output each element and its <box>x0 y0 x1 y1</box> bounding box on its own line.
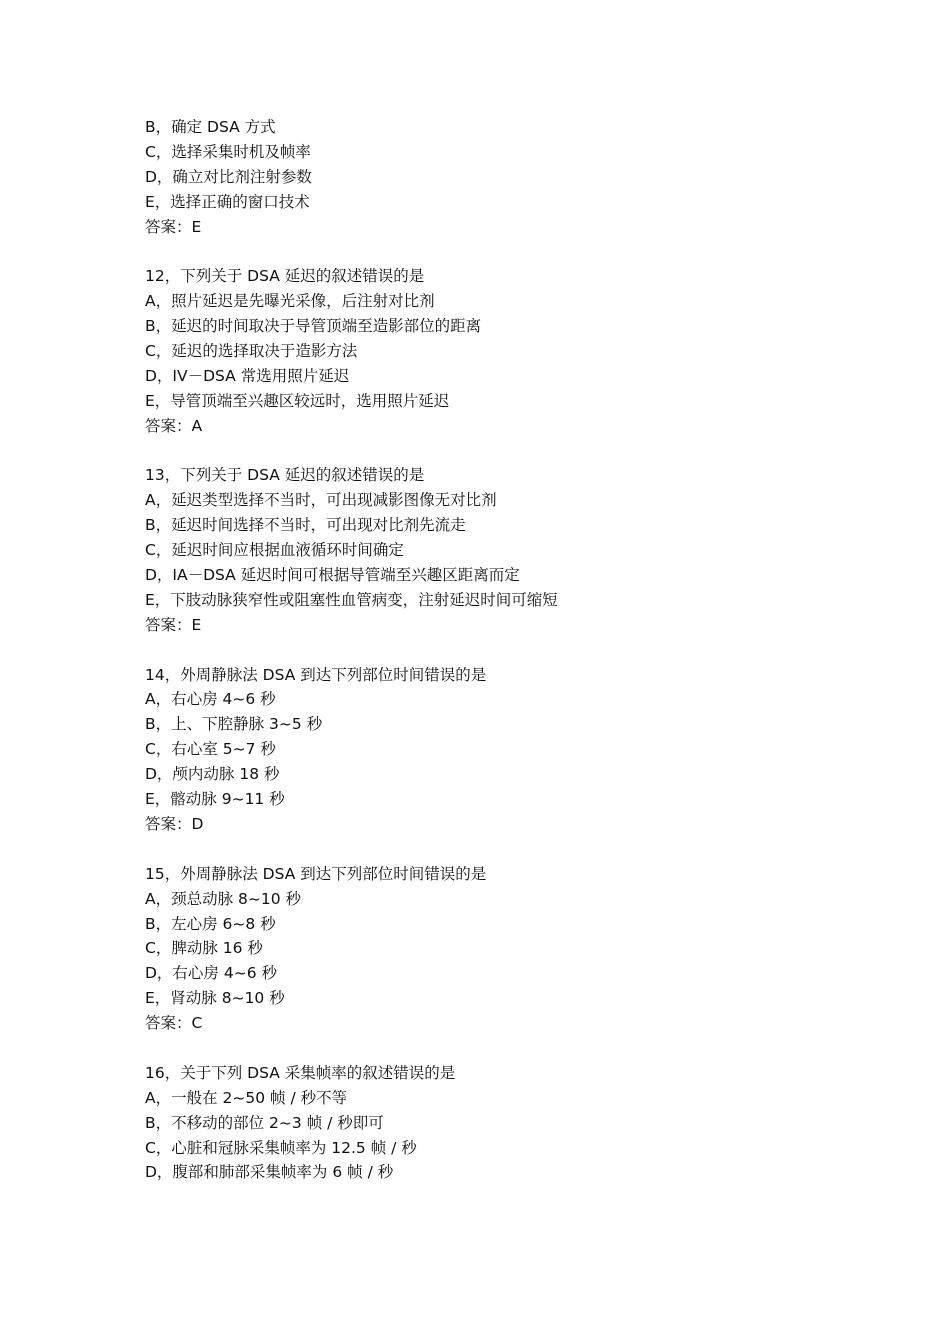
question-stem: 14，外周静脉法 DSA 到达下列部位时间错误的是 <box>145 665 487 684</box>
question-15 <box>145 862 865 1036</box>
option-c: C，右心室 5~7 秒 <box>145 740 276 759</box>
option-a: A，照片延迟是先曝光采像，后注射对比剂 <box>145 292 435 311</box>
question-stem: 15，外周静脉法 DSA 到达下列部位时间错误的是 <box>145 864 487 883</box>
spacer <box>145 1036 865 1061</box>
question-13 <box>145 463 865 637</box>
option-c: C，选择采集时机及帧率 <box>145 142 311 161</box>
answer: 答案：C <box>145 1014 203 1033</box>
option-a: A，右心房 4~6 秒 <box>145 690 276 709</box>
option-c: C，延迟的选择取决于造影方法 <box>145 342 358 361</box>
question-stem: 12，下列关于 DSA 延迟的叙述错误的是 <box>145 267 425 286</box>
option-a: A，延迟类型选择不当时，可出现减影图像无对比剂 <box>145 491 497 510</box>
option-d: D，颅内动脉 18 秒 <box>145 765 280 784</box>
answer: 答案：D <box>145 814 204 833</box>
spacer <box>145 439 865 464</box>
answer: 答案：A <box>145 416 203 435</box>
answer: 答案：E <box>145 615 202 634</box>
option-e: E，髂动脉 9~11 秒 <box>145 790 285 809</box>
option-b: B，左心房 6~8 秒 <box>145 914 276 933</box>
question-12 <box>145 264 865 438</box>
option-d: D，确立对比剂注射参数 <box>145 167 312 186</box>
option-e: E，肾动脉 8~10 秒 <box>145 989 285 1008</box>
option-a: A，颈总动脉 8~10 秒 <box>145 889 302 908</box>
option-b: B，确定 DSA 方式 <box>145 118 276 136</box>
spacer <box>145 638 865 663</box>
option-c: C，延迟时间应根据血液循环时间确定 <box>145 541 404 560</box>
question-11-tail <box>145 115 865 239</box>
answer: 答案：E <box>145 217 202 236</box>
option-c: C，心脏和冠脉采集帧率为 12.5 帧 / 秒 <box>145 1138 417 1157</box>
spacer <box>145 837 865 862</box>
option-e: E，导管顶端至兴趣区较远时，选用照片延迟 <box>145 391 450 410</box>
document-body <box>145 115 865 1185</box>
spacer <box>145 239 865 264</box>
option-e: E，下肢动脉狭窄性或阻塞性血管病变，注射延迟时间可缩短 <box>145 590 558 609</box>
option-b: B，延迟的时间取决于导管顶端至造影部位的距离 <box>145 317 482 336</box>
option-b: B，不移动的部位 2~3 帧 / 秒即可 <box>145 1113 384 1132</box>
option-b: B，延迟时间选择不当时，可出现对比剂先流走 <box>145 516 466 535</box>
option-b: B，上、下腔静脉 3~5 秒 <box>145 715 323 734</box>
option-c: C，脾动脉 16 秒 <box>145 939 263 958</box>
question-stem: 13，下列关于 DSA 延迟的叙述错误的是 <box>145 466 425 485</box>
option-e: E，选择正确的窗口技术 <box>145 192 310 211</box>
option-d: D，IV－DSA 常选用照片延迟 <box>145 366 350 385</box>
option-d: D，腹部和肺部采集帧率为 6 帧 / 秒 <box>145 1163 394 1182</box>
option-d: D，右心房 4~6 秒 <box>145 964 278 983</box>
question-14 <box>145 663 865 837</box>
option-d: D，IA－DSA 延迟时间可根据导管端至兴趣区距离而定 <box>145 566 520 585</box>
question-16 <box>145 1061 865 1185</box>
option-a: A，一般在 2~50 帧 / 秒不等 <box>145 1088 348 1107</box>
question-stem: 16，关于下列 DSA 采集帧率的叙述错误的是 <box>145 1063 456 1082</box>
